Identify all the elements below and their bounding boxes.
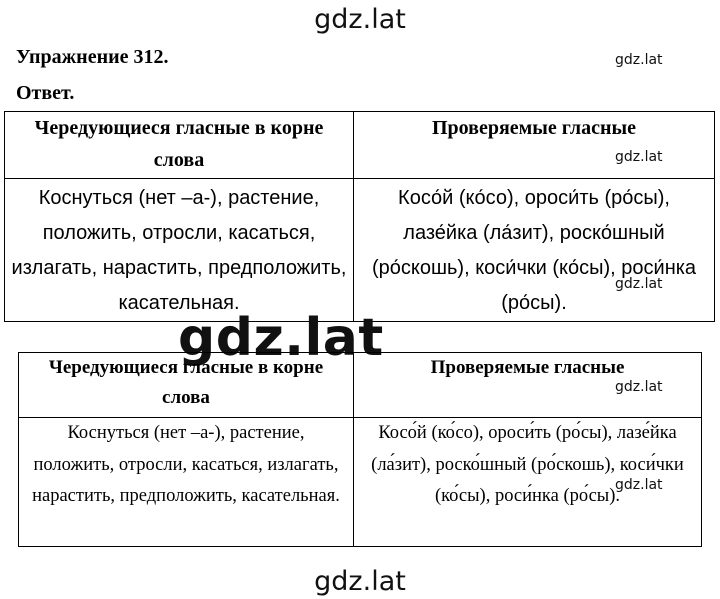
answer-table-2 [18,352,702,547]
answer-table-1 [4,111,715,322]
cell-alternating-words: Коснуться (нет –а-), растение, положить, отросли, касаться, излагать, нарастить, предположить, касательная. [5,179,354,322]
watermark-small: gdz.lat [615,149,663,165]
header-alternating-vowels: Чередующиеся гласные в корне слова [5,112,354,179]
table-row [19,418,702,547]
watermark-big: gdz.lat [178,308,384,368]
watermark-small: gdz.lat [615,379,663,395]
table-header-row [19,353,702,418]
watermark-small: gdz.lat [615,276,663,292]
watermark-bottom: gdz.lat [314,566,406,597]
header-alternating-vowels: Чередующиеся гласные в корне слова [19,353,354,418]
table-row [5,179,715,322]
header-checked-vowels: Проверяемые гласные [354,112,715,179]
watermark-small: gdz.lat [615,52,663,68]
watermark-top: gdz.lat [314,4,406,35]
table-header-row [5,112,715,179]
answer-label: Ответ. [16,82,75,104]
header-checked-vowels: Проверяемые гласные [354,353,702,418]
cell-checked-words: Косо́й (ко́со), ороси́ть (ро́сы), лазе́йка (ла́зит), роско́шный (ро́скошь), коси́чки (ко́сы), роси́нка (ро́сы). [354,179,715,322]
cell-checked-words: Косо́й (ко́со), ороси́ть (ро́сы), лазе́йка (ла́зит), роско́шный (ро́скошь), коси́чки (ко́сы), роси́нка (ро́сы). [354,418,702,547]
exercise-title: Упражнение 312. [16,46,169,68]
cell-alternating-words: Коснуться (нет –а-), растение, положить, отросли, касаться, излагать, нарастить, предположить, касательная. [19,418,354,547]
watermark-small: gdz.lat [615,477,663,493]
